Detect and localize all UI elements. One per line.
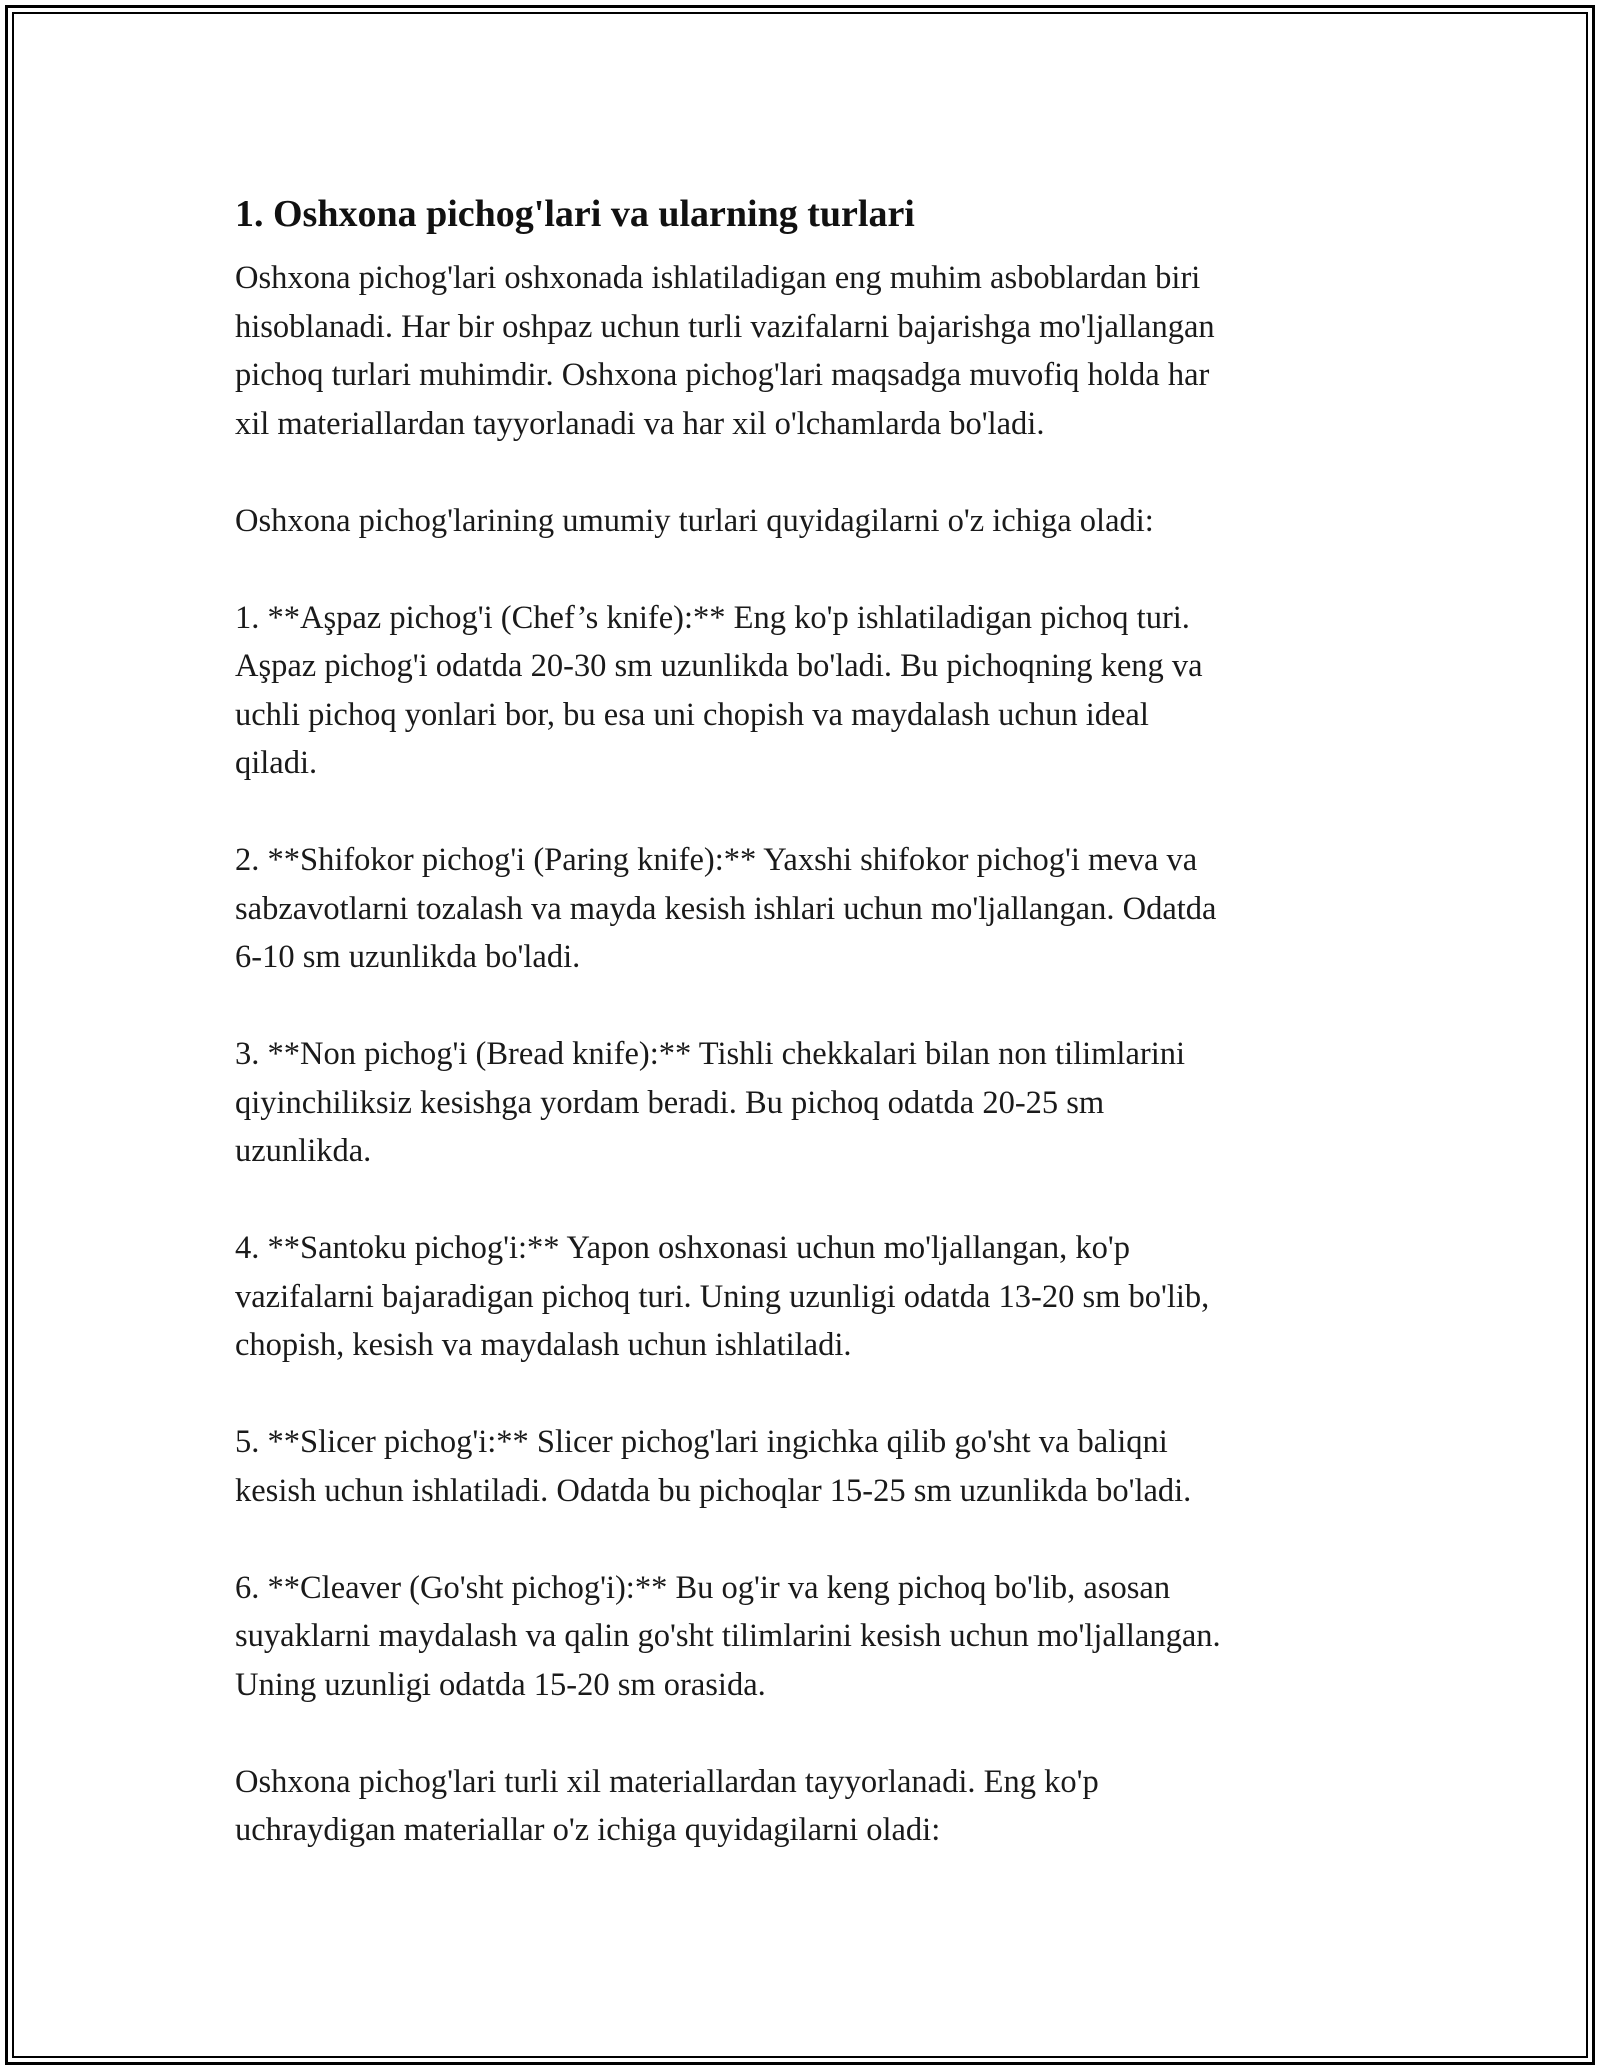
knife-item-bread: 3. **Non pichog'i (Bread knife):** Tishli chekkalari bilan non tilimlarini qiyinchiliksiz kesishga yordam beradi. Bu pichoq odatda 20-25 sm uzunlikda.: [235, 1036, 1186, 1169]
document-body: [235, 186, 1365, 1903]
knife-item-santoku: 4. **Santoku pichog'i:** Yapon oshxonasi uchun mo'ljallangan, ko'p vazifalarni bajaradigan pichoq turi. Uning uzunligi odatda 13-20 sm bo'lib, chopish, kesish va maydalash uchun ishlatiladi.: [235, 1230, 1210, 1363]
intro-paragraph: Oshxona pichog'lari oshxonada ishlatiladigan eng muhim asboblardan biri hisoblanadi. Har bir oshpaz uchun turli vazifalarni bajarishga mo'ljallangan pichoq turlari muhimdir. Oshxona pichog'lari maqsadga muvofiq holda har xil materiallardan tayyorlanadi va har xil o'lchamlarda bo'ladi.: [235, 260, 1215, 442]
materials-paragraph: Oshxona pichog'lari turli xil materiallardan tayyorlanadi. Eng ko'p uchraydigan materiallar o'z ichiga quyidagilarni oladi:: [235, 1763, 1099, 1848]
section-heading: 1. Oshxona pichog'lari va ularning turlari: [235, 193, 915, 235]
knife-item-slicer: 5. **Slicer pichog'i:** Slicer pichog'lari ingichka qilib go'sht va baliqni kesish uchun ishlatiladi. Odatda bu pichoqlar 15-25 sm uzunlikda bo'ladi.: [235, 1424, 1192, 1509]
knife-item-chef: 1. **Aşpaz pichog'i (Chef’s knife):** Eng ko'p ishlatiladigan pichoq turi. Aşpaz pichog'i odatda 20-30 sm uzunlikda bo'ladi. Bu pichoqning keng va uchli pichoq yonlari bor, bu esa uni chopish va maydalash uchun ideal qiladi.: [235, 599, 1203, 781]
knife-item-cleaver: 6. **Cleaver (Go'sht pichog'i):** Bu og'ir va keng pichoq bo'lib, asosan suyaklarni maydalash va qalin go'sht tilimlarini kesish uchun mo'ljallangan. Uning uzunligi odatda 15-20 sm orasida.: [235, 1569, 1221, 1703]
knife-item-paring: 2. **Shifokor pichog'i (Paring knife):** Yaxshi shifokor pichog'i meva va sabzavotlarni tozalash va mayda kesish ishlari uchun mo'ljallangan. Odatda 6-10 sm uzunlikda bo'ladi.: [235, 842, 1217, 975]
types-lead-paragraph: Oshxona pichog'larining umumiy turlari quyidagilarni o'z ichiga oladi:: [235, 502, 1154, 539]
